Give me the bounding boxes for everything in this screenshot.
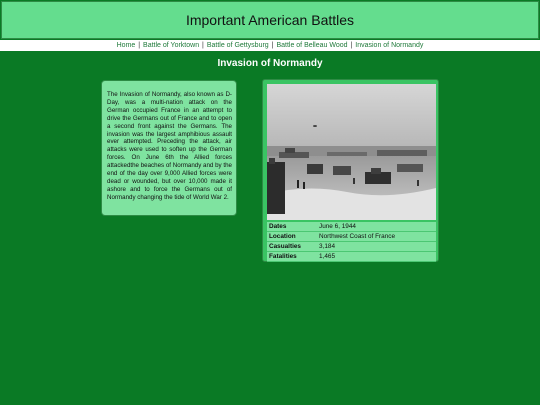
stat-label: Location — [267, 232, 317, 242]
table-row — [267, 222, 436, 232]
battle-stats-table — [267, 222, 436, 262]
info-card — [262, 79, 439, 262]
nav-link-home[interactable]: Home — [116, 42, 136, 49]
stat-value: 1,465 — [317, 252, 436, 262]
nav-link-yorktown[interactable]: Battle of Yorktown — [143, 42, 200, 49]
site-title: Important American Battles — [185, 12, 355, 28]
description-text: The Invasion of Normandy, also known as D-Day, was a multi-nation attack on the German occupied France in an attempt to drive the Germans out of France and to open a second front against the Germans. The invasion was the largest amphibious assault ever attempted. Preceding the attack, air attacks were used to soften up the German forces. On June 6th the Allied forces attackedthe beaches of Normandy and by the end of the day over 9,000 Allied forces were dead or wounded, but over 10,000 made it ashore and to force the Germans out of Normandy changing the tide of World War 2. — [107, 91, 232, 201]
page-title: Invasion of Normandy — [217, 58, 323, 69]
nav-link-gettysburg[interactable]: Battle of Gettysburg — [206, 42, 269, 49]
battle-photo — [267, 84, 436, 220]
nav-bar — [0, 40, 540, 51]
nav-link-normandy[interactable]: Invasion of Normandy — [355, 42, 424, 49]
stat-value: June 6, 1944 — [317, 222, 436, 232]
description-panel — [101, 80, 237, 216]
stat-value: Northwest Coast of France — [317, 232, 436, 242]
nav-separator: | — [271, 42, 274, 49]
nav-separator: | — [138, 42, 141, 49]
table-row — [267, 232, 436, 242]
site-header — [1, 1, 539, 39]
nav-link-belleau-wood[interactable]: Battle of Belleau Wood — [276, 42, 348, 49]
beach-landing-image — [267, 84, 436, 220]
stat-label: Casualties — [267, 242, 317, 252]
table-row — [267, 252, 436, 262]
nav-separator: | — [202, 42, 204, 49]
stat-label: Fatalities — [267, 252, 317, 262]
stat-label: Dates — [267, 222, 317, 232]
table-row — [267, 242, 436, 252]
stat-value: 3,184 — [317, 242, 436, 252]
nav-separator: | — [350, 42, 353, 49]
